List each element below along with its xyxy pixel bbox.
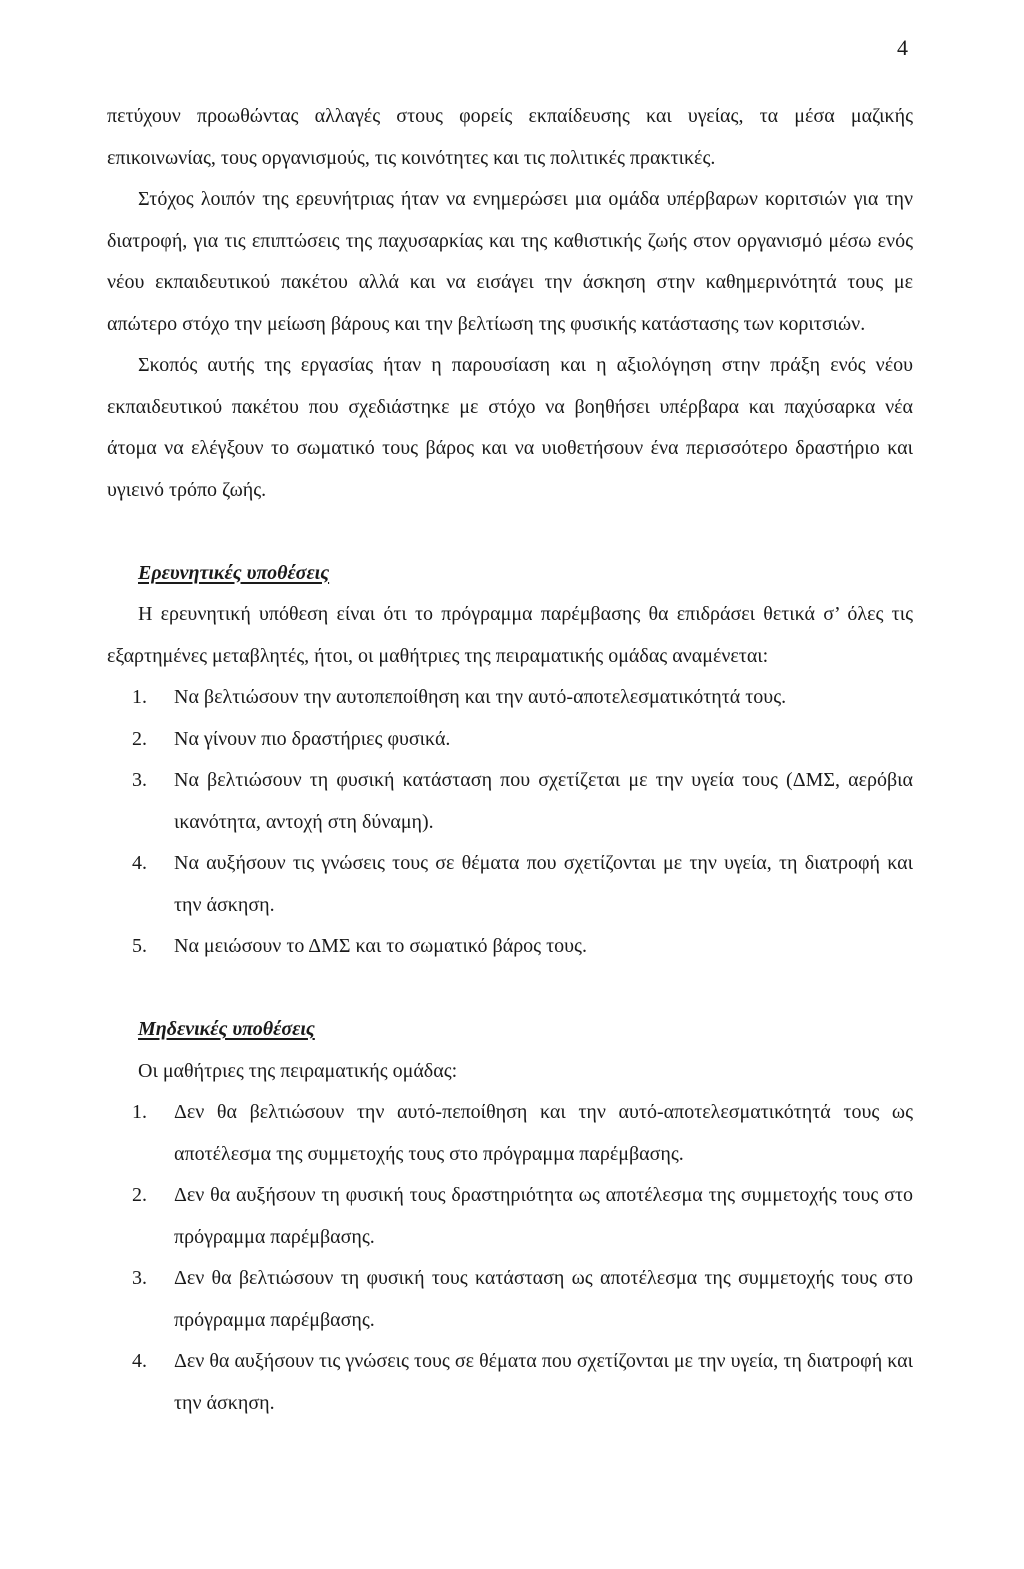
list-item-number: 1. bbox=[132, 686, 147, 708]
list-item-number: 3. bbox=[132, 769, 147, 791]
list-item-number: 2. bbox=[132, 1184, 147, 1206]
list-item-text: Να βελτιώσουν τη φυσική κατάσταση που σχετίζεται με την υγεία τους (ΔΜΣ, αερόβια ικανότητα, αντοχή στη δύναμη). bbox=[174, 769, 913, 833]
list-item-number: 5. bbox=[132, 935, 147, 957]
list-item bbox=[107, 1175, 913, 1258]
list-item-text: Να γίνουν πιο δραστήριες φυσικά. bbox=[174, 727, 451, 750]
list-item-text: Να μειώσουν το ΔΜΣ και το σωματικό βάρος τους. bbox=[174, 935, 587, 957]
list-item-number: 4. bbox=[132, 852, 147, 874]
section-spacer bbox=[107, 968, 913, 1010]
paragraph-purpose: Σκοπός αυτής της εργασίας ήταν η παρουσίαση και η αξιολόγηση στην πράξη ενός νέου εκπαιδευτικού πακέτου που σχεδιάστηκε με στόχο να βοηθήσει υπέρβαρα και παχύσαρκα νέα άτομα να ελέγξουν το σωματικό τους βάρος και να υιοθετήσουν ένα περισσότερο δραστήριο και υγιεινό τρόπο ζωής. bbox=[107, 354, 913, 501]
list-item bbox=[107, 677, 913, 719]
document-body bbox=[107, 96, 913, 1424]
list-item bbox=[107, 1341, 913, 1424]
null-hypotheses-intro: Οι μαθήτριες της πειραματικής ομάδας: bbox=[138, 1059, 458, 1082]
list-item-number: 1. bbox=[132, 1101, 147, 1123]
list-item-number: 3. bbox=[132, 1267, 147, 1289]
research-hypotheses-intro: Η ερευνητική υπόθεση είναι ότι το πρόγραμμα παρέμβασης θα επιδράσει θετικά σ’ όλες τις εξαρτημένες μεταβλητές, ήτοι, οι μαθήτριες της πειραματικής ομάδας αναμένεται: bbox=[107, 603, 913, 667]
list-item bbox=[107, 760, 913, 843]
list-item bbox=[107, 719, 913, 761]
list-item bbox=[107, 926, 913, 968]
section-spacer bbox=[107, 511, 913, 553]
list-item bbox=[107, 1092, 913, 1175]
list-item-text: Να βελτιώσουν την αυτοπεποίθηση και την αυτό-αποτελεσματικότητά τους. bbox=[174, 686, 787, 708]
page-number: 4 bbox=[897, 35, 908, 60]
list-item-text: Δεν θα βελτιώσουν τη φυσική τους κατάσταση ως αποτέλεσμα της συμμετοχής τους στο πρόγραμμα παρέμβασης. bbox=[174, 1267, 913, 1331]
list-item bbox=[107, 1258, 913, 1341]
list-item-number: 2. bbox=[132, 727, 147, 750]
research-hypotheses-heading: Ερευνητικές υποθέσεις bbox=[138, 561, 330, 584]
list-item-text: Να αυξήσουν τις γνώσεις τους σε θέματα που σχετίζονται με την υγεία, τη διατροφή και την άσκηση. bbox=[174, 852, 913, 916]
list-item-text: Δεν θα βελτιώσουν την αυτό-πεποίθηση και την αυτό-αποτελεσματικότητά τους ως αποτέλεσμα της συμμετοχής τους στο πρόγραμμα παρέμβασης. bbox=[174, 1101, 913, 1165]
paragraph-continuation: πετύχουν προωθώντας αλλαγές στους φορείς εκπαίδευσης και υγείας, τα μέσα μαζικής επικοινωνίας, τους οργανισμούς, τις κοινότητες και τις πολιτικές πρακτικές. bbox=[107, 105, 913, 169]
list-item-text: Δεν θα αυξήσουν τη φυσική τους δραστηριότητα ως αποτέλεσμα της συμμετοχής τους στο πρόγραμμα παρέμβασης. bbox=[174, 1184, 913, 1248]
list-item-text: Δεν θα αυξήσουν τις γνώσεις τους σε θέματα που σχετίζονται με την υγεία, τη διατροφή και την άσκηση. bbox=[174, 1350, 913, 1414]
research-hypotheses-list bbox=[107, 677, 913, 968]
list-item bbox=[107, 843, 913, 926]
null-hypotheses-heading: Μηδενικές υποθέσεις bbox=[138, 1018, 315, 1040]
list-item-number: 4. bbox=[132, 1350, 147, 1372]
paragraph-goal: Στόχος λοιπόν της ερευνήτριας ήταν να ενημερώσει μια ομάδα υπέρβαρων κοριτσιών για την διατροφή, για τις επιπτώσεις της παχυσαρκίας και της καθιστικής ζωής στον οργανισμό μέσω ενός νέου εκπαιδευτικού πακέτου αλλά και να εισάγει την άσκηση στην καθημερινότητά τους με απώτερο στόχο την μείωση βάρους και την βελτίωση της φυσικής κατάστασης των κοριτσιών. bbox=[107, 188, 913, 335]
null-hypotheses-list bbox=[107, 1092, 913, 1424]
